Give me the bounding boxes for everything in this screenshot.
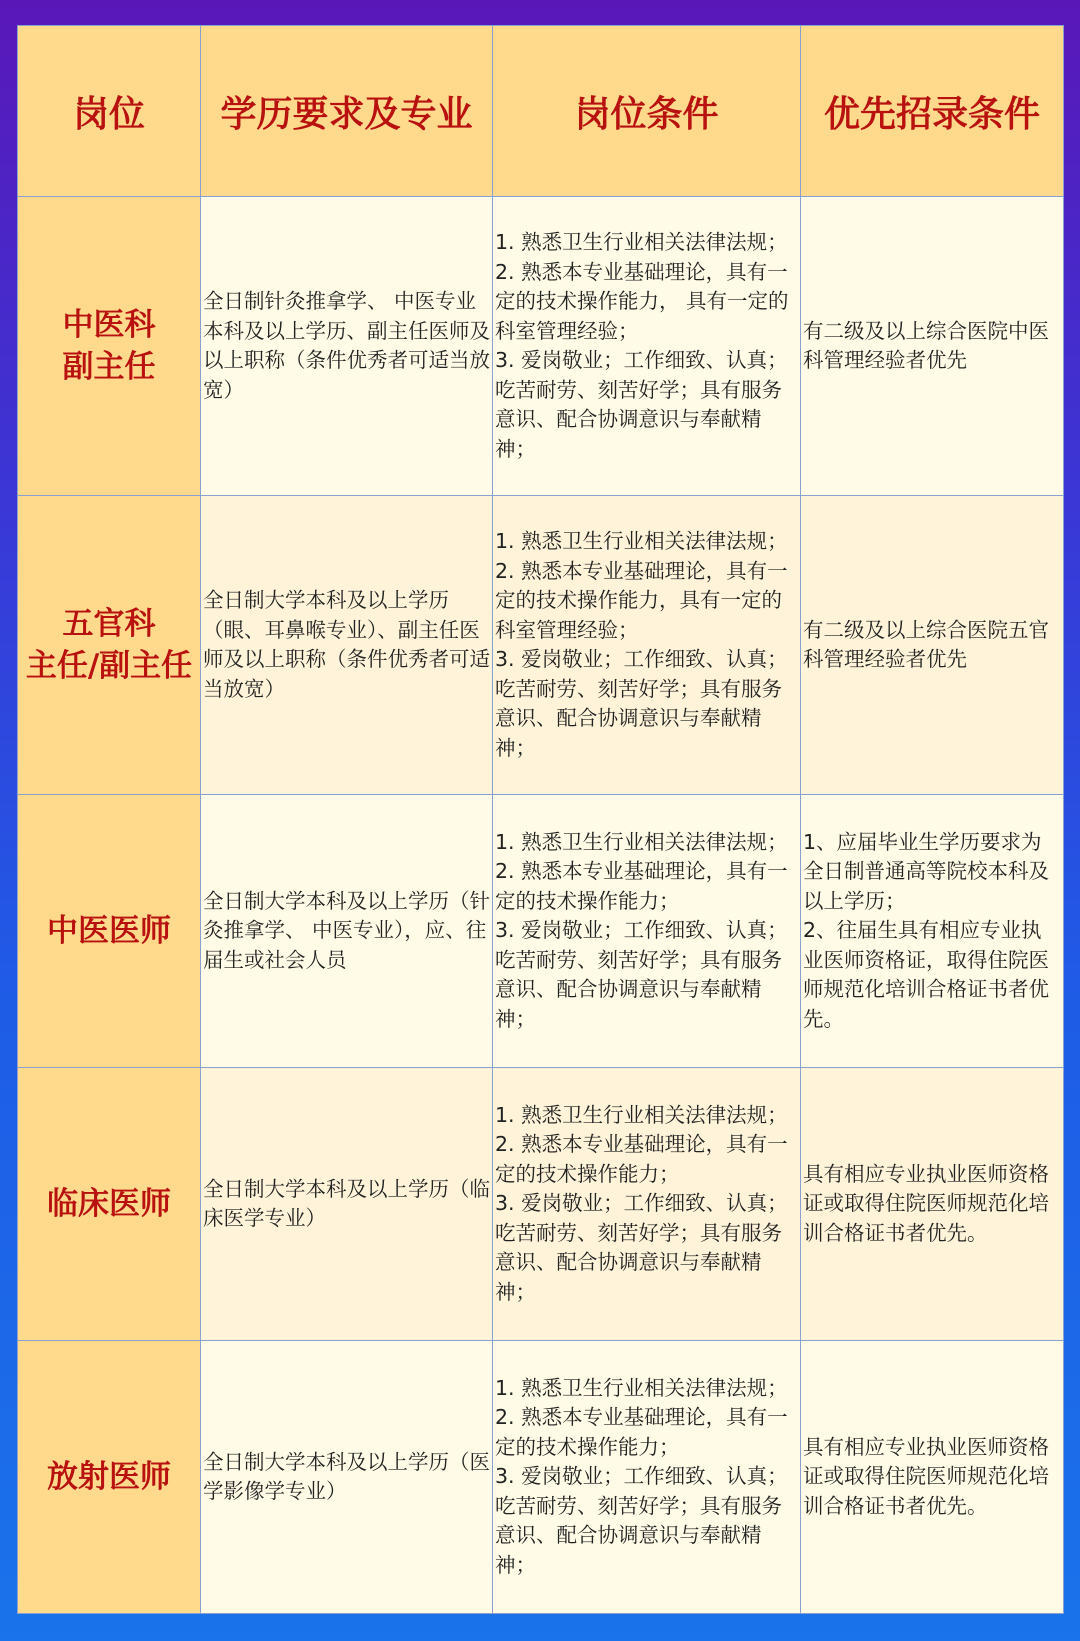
- education-cell: [201, 197, 493, 496]
- education-text: 全日制大学本科及以上学历（眼、耳鼻喉专业）、副主任医师及以上职称（条件优秀者可适当放宽）: [203, 588, 490, 701]
- condition-item: 2. 熟悉本专业基础理论，具有一定的技术操作能力，具有一定的科室管理经验；: [495, 558, 788, 642]
- priority-cell: [801, 795, 1064, 1068]
- position-cell: [18, 1068, 201, 1341]
- conditions-cell: [493, 197, 801, 496]
- header-position: 岗位: [18, 26, 201, 197]
- condition-item: 1. 熟悉卫生行业相关法律法规；: [495, 529, 788, 553]
- priority-item: 2、往届生具有相应专业执业医师资格证，取得住院医师规范化培训合格证书者优先。: [803, 918, 1049, 1031]
- header-priority: 优先招录条件: [801, 26, 1064, 197]
- recruitment-table-frame: [17, 25, 1063, 1618]
- education-text: 全日制针灸推拿学、 中医专业本科及以上学历、副主任医师及以上职称（条件优秀者可适当放宽）: [203, 289, 490, 402]
- header-education: 学历要求及专业: [201, 26, 493, 197]
- table-row: [18, 197, 1064, 496]
- conditions-cell: [493, 795, 801, 1068]
- position-name: 中医科: [62, 307, 156, 343]
- position-name: 放射医师: [47, 1459, 171, 1495]
- conditions-cell: [493, 1068, 801, 1341]
- education-cell: [201, 496, 493, 795]
- condition-item: 1. 熟悉卫生行业相关法律法规；: [495, 829, 788, 854]
- condition-item: 2. 熟悉本专业基础理论，具有一定的技术操作能力， 具有一定的科室管理经验；: [495, 259, 789, 343]
- condition-item: 2. 熟悉本专业基础理论，具有一定的技术操作能力；: [495, 859, 788, 913]
- priority-cell: [801, 197, 1064, 496]
- condition-item: 2. 熟悉本专业基础理论，具有一定的技术操作能力；: [495, 1132, 788, 1186]
- position-cell: [18, 496, 201, 795]
- position-name: 五官科: [62, 606, 156, 642]
- condition-item: 3. 爱岗敬业；工作细致、认真；吃苦耐劳、刻苦好学；具有服务意识、配合协调意识与奉献精神；: [495, 1191, 788, 1304]
- education-text: 全日制大学本科及以上学历（医学影像学专业）: [203, 1449, 490, 1503]
- position-name: 副主任: [62, 349, 156, 385]
- position-name: 中医医师: [47, 913, 171, 949]
- education-cell: [201, 1068, 493, 1341]
- condition-item: 3. 爱岗敬业；工作细致、认真；吃苦耐劳、刻苦好学；具有服务意识、配合协调意识与奉献精神；: [495, 647, 788, 760]
- conditions-cell: [493, 496, 801, 795]
- priority-item: 1、应届毕业生学历要求为全日制普通高等院校本科及以上学历；: [803, 829, 1049, 913]
- priority-item: 具有相应专业执业医师资格证或取得住院医师规范化培训合格证书者优先。: [803, 1434, 1049, 1518]
- condition-item: 3. 爱岗敬业；工作细致、认真；吃苦耐劳、刻苦好学；具有服务意识、配合协调意识与奉献精神；: [495, 348, 788, 461]
- priority-cell: [801, 1068, 1064, 1341]
- condition-item: 2. 熟悉本专业基础理论，具有一定的技术操作能力；: [495, 1405, 788, 1459]
- position-cell: [18, 197, 201, 496]
- condition-item: 1. 熟悉卫生行业相关法律法规；: [495, 230, 788, 254]
- header-conditions: 岗位条件: [493, 26, 801, 197]
- condition-item: 3. 爱岗敬业；工作细致、认真；吃苦耐劳、刻苦好学；具有服务意识、配合协调意识与奉献精神；: [495, 918, 788, 1031]
- condition-item: 3. 爱岗敬业；工作细致、认真；吃苦耐劳、刻苦好学；具有服务意识、配合协调意识与奉献精神；: [495, 1464, 788, 1577]
- education-cell: [201, 795, 493, 1068]
- position-cell: [18, 1341, 201, 1614]
- table-header-row: [18, 26, 1064, 197]
- priority-item: 有二级及以上综合医院五官科管理经验者优先: [803, 617, 1049, 671]
- table-row: [18, 1068, 1064, 1341]
- conditions-cell: [493, 1341, 801, 1614]
- condition-item: 1. 熟悉卫生行业相关法律法规；: [495, 1102, 788, 1127]
- table-row: [18, 1341, 1064, 1614]
- education-text: 全日制大学本科及以上学历（临床医学专业）: [203, 1176, 490, 1230]
- position-name: 临床医师: [47, 1186, 171, 1222]
- education-text: 全日制大学本科及以上学历（针灸推拿学、 中医专业），应、往届生或社会人员: [203, 888, 490, 972]
- table-row: [18, 795, 1064, 1068]
- position-cell: [18, 795, 201, 1068]
- position-name: 主任/副主任: [25, 648, 193, 684]
- priority-item: 有二级及以上综合医院中医科管理经验者优先: [803, 318, 1049, 372]
- priority-cell: [801, 1341, 1064, 1614]
- priority-item: 具有相应专业执业医师资格证或取得住院医师规范化培训合格证书者优先。: [803, 1161, 1049, 1245]
- priority-cell: [801, 496, 1064, 795]
- condition-item: 1. 熟悉卫生行业相关法律法规；: [495, 1375, 788, 1400]
- recruitment-table: [17, 25, 1064, 1614]
- table-row: [18, 496, 1064, 795]
- education-cell: [201, 1341, 493, 1614]
